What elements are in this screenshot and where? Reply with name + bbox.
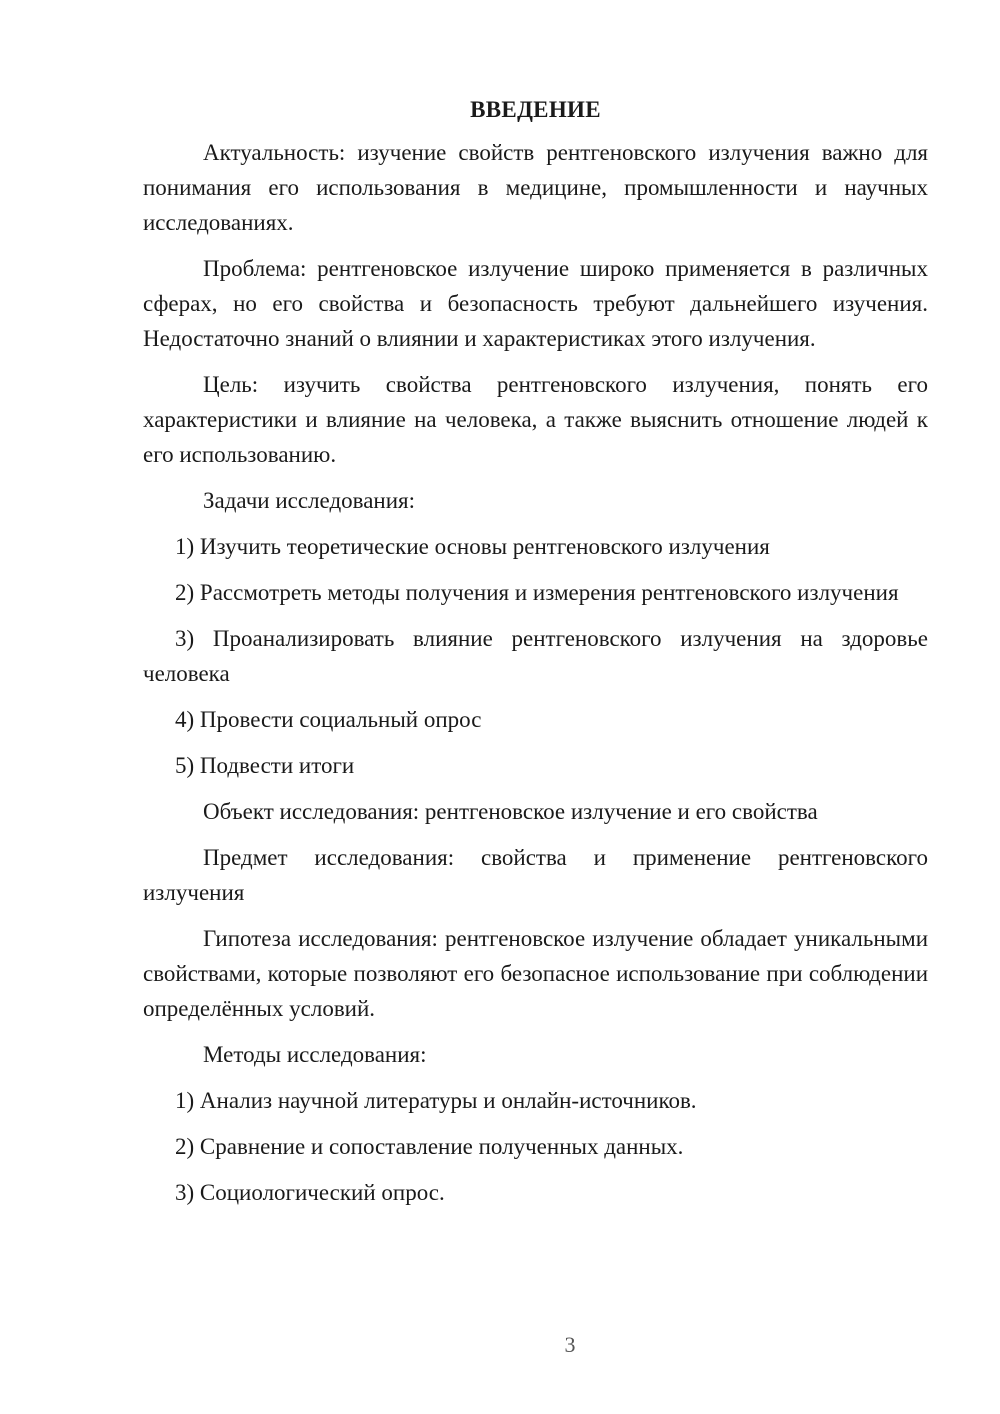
method-item: 3) Социологический опрос. xyxy=(175,1180,445,1205)
page-title: ВВЕДЕНИЕ xyxy=(470,97,601,122)
method-item: 1) Анализ научной литературы и онлайн-источников. xyxy=(175,1088,697,1113)
task-item: 5) Подвести итоги xyxy=(175,753,355,778)
paragraph-hypothesis: Гипотеза исследования: рентгеновское излучение обладает уникальными свойствами, которые позволяют его безопасное использование при соблюдении определённых условий. xyxy=(143,926,928,1021)
paragraph-subject: Предмет исследования: свойства и применение рентгеновского излучения xyxy=(143,845,928,905)
paragraph-relevance: Актуальность: изучение свойств рентгеновского излучения важно для понимания его использования в медицине, промышленности и научных исследованиях. xyxy=(143,140,928,235)
paragraph-object: Объект исследования: рентгеновское излучение и его свойства xyxy=(203,799,818,824)
methods-heading: Методы исследования: xyxy=(203,1042,427,1067)
page-number: 3 xyxy=(564,1332,576,1357)
task-item: 1) Изучить теоретические основы рентгеновского излучения xyxy=(175,534,770,559)
tasks-heading: Задачи исследования: xyxy=(203,488,416,513)
paragraph-problem: Проблема: рентгеновское излучение широко применяется в различных сферах, но его свойства и безопасность требуют дальнейшего изучения. Недостаточно знаний о влиянии и характеристиках этого излучения. xyxy=(143,256,928,351)
task-item: 3) Проанализировать влияние рентгеновского излучения на здоровье человека xyxy=(143,626,928,686)
paragraph-goal: Цель: изучить свойства рентгеновского излучения, понять его характеристики и влияние на человека, а также выяснить отношение людей к его использованию. xyxy=(143,372,928,467)
method-item: 2) Сравнение и сопоставление полученных данных. xyxy=(175,1134,684,1159)
task-item: 4) Провести социальный опрос xyxy=(175,707,482,732)
document-body xyxy=(143,92,928,1221)
task-item: 2) Рассмотреть методы получения и измерения рентгеновского излучения xyxy=(175,580,899,605)
